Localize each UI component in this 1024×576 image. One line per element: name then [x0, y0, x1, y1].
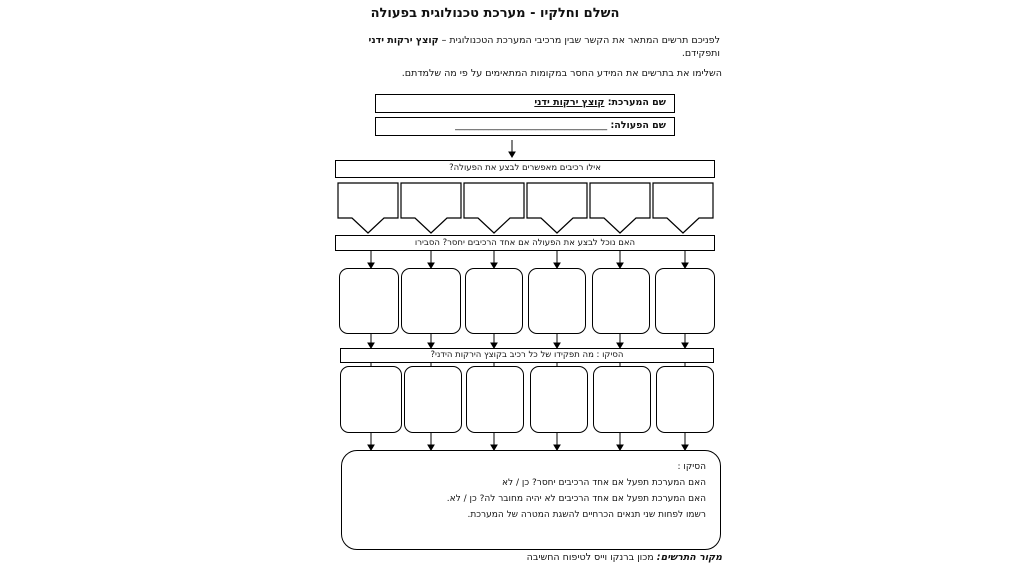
source-value: מכון ברנקו וייס לטיפוח החשיבה [526, 552, 654, 563]
source-label: מקור התרשים: [656, 552, 722, 563]
component-arrow-box-3 [464, 183, 524, 233]
component-arrow-box-1 [338, 183, 398, 233]
component-card[interactable] [339, 268, 399, 334]
role-card[interactable] [530, 366, 588, 433]
system-name-label: שם המערכת: [607, 97, 666, 108]
intro-bold-system: קוצץ ירקות ידני [368, 35, 439, 46]
component-arrow-box-4 [527, 183, 587, 233]
conclusion-line-2: האם המערכת תפעל אם אחד הרכיבים לא יהיה מחובר לה? כן / לא. [446, 494, 706, 504]
action-name-blank: ________________________________ [455, 120, 608, 131]
action-name-label: שם הפעולה: [610, 120, 666, 131]
conclusion-line-3: רשמו לפחות שני תנאים הכרחיים להשגת המטרה של המערכת. [467, 510, 706, 520]
intro-end: ותפקידם. [681, 48, 720, 59]
conclusion-line-1: האם המערכת תפעל אם אחד הרכיבים יחסר? כן / לא [502, 478, 706, 488]
source-credit [480, 552, 722, 563]
role-card[interactable] [466, 366, 524, 433]
components-question-box: אילו רכיבים מאפשרים לבצע את הפעולה? [335, 160, 715, 178]
conclusion-heading: הסיקו : [677, 462, 706, 472]
system-name-value: קוצץ ירקות ידני [534, 97, 605, 108]
role-card[interactable] [340, 366, 402, 433]
component-card[interactable] [655, 268, 715, 334]
conclusion-box [341, 450, 721, 550]
component-arrow-box-6 [653, 183, 713, 233]
component-card[interactable] [465, 268, 523, 334]
component-card[interactable] [528, 268, 586, 334]
role-card[interactable] [593, 366, 651, 433]
role-card[interactable] [404, 366, 462, 433]
intro-text: לפניכם תרשים המתאר את הקשר שבין מרכיבי המערכת הטכנולוגית – [441, 35, 720, 46]
page-title: השלם וחלקיו - מערכת טכנולוגית בפעולה [370, 6, 620, 21]
missing-question-box: האם נוכל לבצע את הפעולה אם אחד הרכיבים יחסר? הסבירו [335, 235, 715, 251]
role-card[interactable] [656, 366, 714, 433]
component-arrow-box-2 [401, 183, 461, 233]
instructions: השלימו את בתרשים את המידע החסר במקומות המתאימים על פי מה שלמדתם. [401, 68, 722, 79]
component-arrow-box-5 [590, 183, 650, 233]
component-card[interactable] [401, 268, 461, 334]
component-card[interactable] [592, 268, 650, 334]
role-question-box: הסיקו : מה תפקידו של כל רכיב בקוצץ הירקות הידני? [340, 348, 714, 363]
